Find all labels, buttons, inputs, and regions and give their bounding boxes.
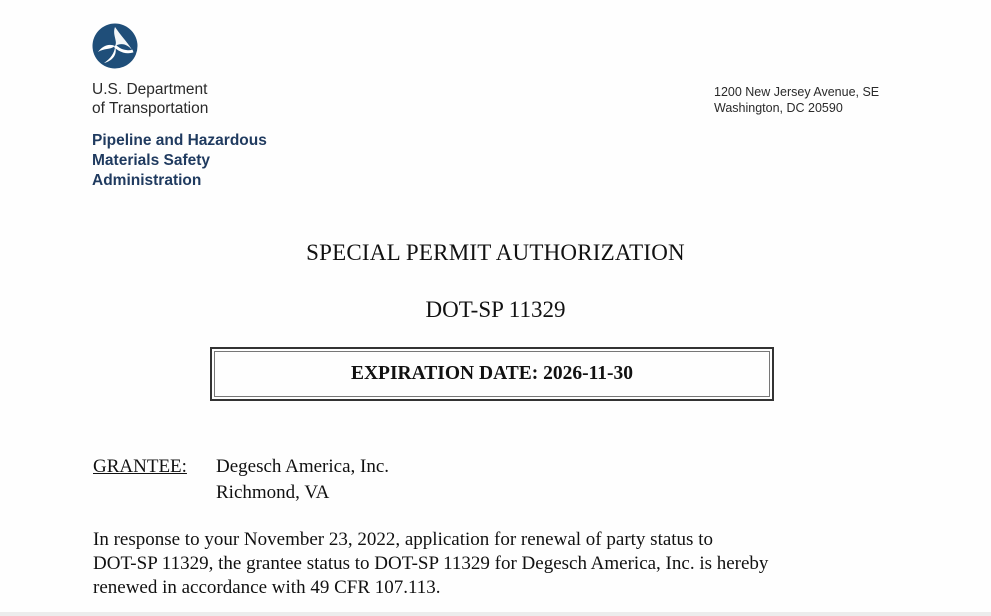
body-paragraph — [93, 528, 853, 600]
grantee-label: GRANTEE: — [93, 456, 187, 477]
body-line: renewed in accordance with 49 CFR 107.113. — [93, 577, 441, 598]
admin-line-2: Materials Safety — [92, 152, 211, 169]
department-line-1: U.S. Department — [92, 81, 208, 98]
expiration-date: EXPIRATION DATE: 2026-11-30 — [350, 363, 634, 384]
expiration-box — [210, 347, 774, 401]
dot-logo-icon — [92, 23, 138, 69]
agency-name — [92, 80, 208, 118]
body-line: In response to your November 23, 2022, application for renewal of party status to — [93, 529, 713, 550]
page-bottom-edge — [0, 612, 991, 616]
administration-name — [92, 131, 267, 191]
grantee-location: Richmond, VA — [216, 482, 330, 503]
department-line-2: of Transportation — [92, 100, 209, 117]
address-line-2: Washington, DC 20590 — [714, 101, 843, 115]
admin-line-3: Administration — [92, 172, 202, 189]
agency-address — [714, 84, 879, 116]
permit-number: DOT-SP 11329 — [425, 297, 566, 322]
grantee-name: Degesch America, Inc. — [216, 456, 390, 477]
address-line-1: 1200 New Jersey Avenue, SE — [714, 85, 880, 99]
document-title: SPECIAL PERMIT AUTHORIZATION — [306, 240, 685, 265]
body-line: DOT-SP 11329, the grantee status to DOT-SP 11329 for Degesch America, Inc. is hereby — [93, 553, 769, 574]
admin-line-1: Pipeline and Hazardous — [92, 132, 267, 149]
